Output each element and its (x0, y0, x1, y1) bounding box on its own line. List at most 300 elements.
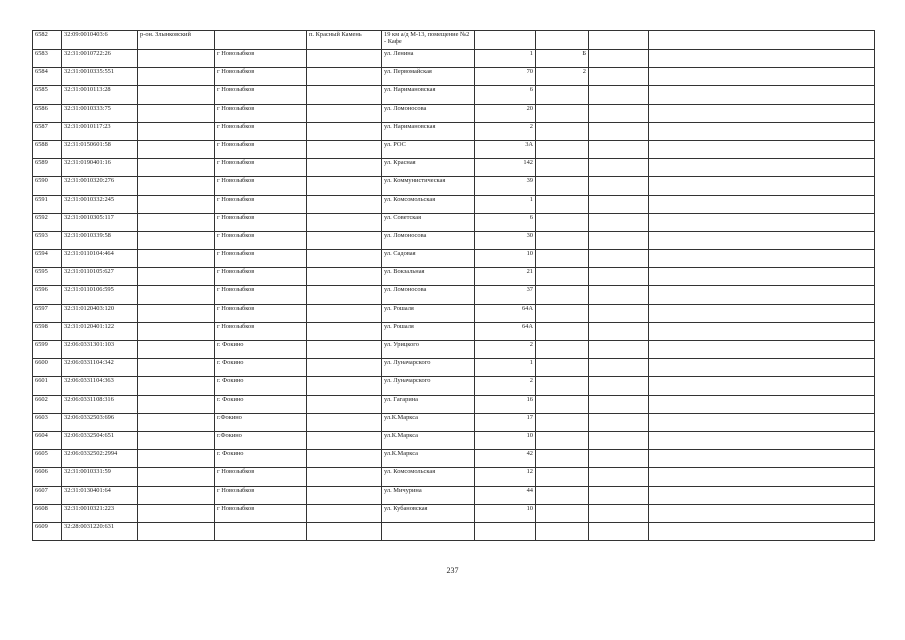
street-cell: ул. Луначарского (382, 359, 475, 377)
cadastral-number-cell: 32:06:0331108:316 (62, 395, 138, 413)
table-row (33, 341, 875, 359)
house-number-cell: 6 (475, 86, 536, 104)
district-cell (138, 104, 215, 122)
house-number-cell: 37 (475, 286, 536, 304)
house-number-cell: 20 (475, 104, 536, 122)
room-cell (589, 450, 649, 468)
building-cell (536, 104, 589, 122)
district-cell (138, 341, 215, 359)
house-number-cell: 12 (475, 468, 536, 486)
district-cell (138, 231, 215, 249)
row-number-cell: 6593 (33, 231, 62, 249)
room-cell (589, 140, 649, 158)
row-number-cell: 6605 (33, 450, 62, 468)
row-number-cell: 6586 (33, 104, 62, 122)
settlement-cell (307, 104, 382, 122)
row-number-cell: 6598 (33, 322, 62, 340)
city-cell: г Новозыбков (215, 286, 307, 304)
table-row (33, 50, 875, 68)
room-cell (589, 50, 649, 68)
settlement-cell (307, 522, 382, 540)
cadastral-number-cell: 32:31:0150601:58 (62, 140, 138, 158)
building-cell: 2 (536, 68, 589, 86)
cadastral-number-cell: 32:06:0331104:363 (62, 377, 138, 395)
note-cell (649, 395, 875, 413)
table-row (33, 486, 875, 504)
room-cell (589, 122, 649, 140)
city-cell: г Новозыбков (215, 50, 307, 68)
row-number-cell: 6599 (33, 341, 62, 359)
note-cell (649, 159, 875, 177)
note-cell (649, 104, 875, 122)
note-cell (649, 231, 875, 249)
row-number-cell: 6587 (33, 122, 62, 140)
room-cell (589, 250, 649, 268)
note-cell (649, 377, 875, 395)
street-cell: ул. Первомайская (382, 68, 475, 86)
building-cell (536, 195, 589, 213)
district-cell: р-он. Злынковский (138, 31, 215, 50)
district-cell (138, 68, 215, 86)
room-cell (589, 468, 649, 486)
street-cell: ул. Ленина (382, 50, 475, 68)
cadastral-number-cell: 32:31:0010722:26 (62, 50, 138, 68)
building-cell (536, 140, 589, 158)
table-row (33, 140, 875, 158)
settlement-cell (307, 268, 382, 286)
district-cell (138, 177, 215, 195)
cadastral-number-cell: 32:31:0010335:551 (62, 68, 138, 86)
cadastral-number-cell: 32:31:0010333:75 (62, 104, 138, 122)
settlement-cell (307, 177, 382, 195)
city-cell: г Новозыбков (215, 86, 307, 104)
note-cell (649, 341, 875, 359)
row-number-cell: 6600 (33, 359, 62, 377)
street-cell: ул. Коммунистическая (382, 177, 475, 195)
table-row (33, 231, 875, 249)
settlement-cell (307, 304, 382, 322)
house-number-cell: 142 (475, 159, 536, 177)
cadastral-number-cell: 32:31:0190401:16 (62, 159, 138, 177)
table-row (33, 104, 875, 122)
row-number-cell: 6594 (33, 250, 62, 268)
street-cell: ул. Комсомольская (382, 468, 475, 486)
building-cell (536, 504, 589, 522)
cadastral-number-cell: 32:31:0010321:223 (62, 504, 138, 522)
house-number-cell: 2 (475, 122, 536, 140)
building-cell (536, 250, 589, 268)
street-cell: ул. РОС (382, 140, 475, 158)
room-cell (589, 486, 649, 504)
city-cell: г Новозыбков (215, 231, 307, 249)
building-cell (536, 413, 589, 431)
page-number: 237 (446, 566, 459, 575)
note-cell (649, 177, 875, 195)
street-cell: ул. Рошаля (382, 322, 475, 340)
city-cell (215, 522, 307, 540)
row-number-cell: 6585 (33, 86, 62, 104)
street-cell: ул. Ломоносова (382, 231, 475, 249)
district-cell (138, 268, 215, 286)
note-cell (649, 250, 875, 268)
house-number-cell: 44 (475, 486, 536, 504)
street-cell: ул. Советская (382, 213, 475, 231)
cadastral-number-cell: 32:31:0120403:120 (62, 304, 138, 322)
note-cell (649, 140, 875, 158)
house-number-cell (475, 31, 536, 50)
district-cell (138, 140, 215, 158)
city-cell: г. Фокино (215, 359, 307, 377)
row-number-cell: 6584 (33, 68, 62, 86)
cadastral-number-cell: 32:06:0332502:2994 (62, 450, 138, 468)
cadastral-number-cell: 32:31:0110105:627 (62, 268, 138, 286)
note-cell (649, 31, 875, 50)
cadastral-number-cell: 32:06:0331301:103 (62, 341, 138, 359)
house-number-cell: 30 (475, 231, 536, 249)
street-cell: ул. Комсомольская (382, 195, 475, 213)
note-cell (649, 213, 875, 231)
room-cell (589, 195, 649, 213)
city-cell: г Новозыбков (215, 122, 307, 140)
building-cell (536, 431, 589, 449)
settlement-cell (307, 159, 382, 177)
district-cell (138, 450, 215, 468)
row-number-cell: 6608 (33, 504, 62, 522)
table-body (33, 31, 875, 541)
room-cell (589, 159, 649, 177)
building-cell (536, 122, 589, 140)
register-table (32, 30, 875, 541)
city-cell: г Новозыбков (215, 504, 307, 522)
table-row (33, 68, 875, 86)
settlement-cell (307, 359, 382, 377)
district-cell (138, 395, 215, 413)
house-number-cell: 10 (475, 504, 536, 522)
room-cell (589, 395, 649, 413)
cadastral-number-cell: 32:06:0332503:696 (62, 413, 138, 431)
building-cell (536, 231, 589, 249)
room-cell (589, 413, 649, 431)
street-cell: ул. Рошаля (382, 304, 475, 322)
table-row (33, 431, 875, 449)
street-cell: ул.К.Маркса (382, 431, 475, 449)
house-number-cell: 10 (475, 250, 536, 268)
house-number-cell: 42 (475, 450, 536, 468)
room-cell (589, 213, 649, 231)
table-row (33, 322, 875, 340)
room-cell (589, 231, 649, 249)
note-cell (649, 304, 875, 322)
row-number-cell: 6582 (33, 31, 62, 50)
building-cell (536, 268, 589, 286)
district-cell (138, 322, 215, 340)
note-cell (649, 522, 875, 540)
district-cell (138, 159, 215, 177)
settlement-cell (307, 468, 382, 486)
note-cell (649, 268, 875, 286)
settlement-cell (307, 504, 382, 522)
building-cell: Б (536, 50, 589, 68)
row-number-cell: 6602 (33, 395, 62, 413)
house-number-cell: 3А (475, 140, 536, 158)
table-row (33, 468, 875, 486)
room-cell (589, 322, 649, 340)
row-number-cell: 6591 (33, 195, 62, 213)
district-cell (138, 195, 215, 213)
note-cell (649, 450, 875, 468)
note-cell (649, 86, 875, 104)
district-cell (138, 468, 215, 486)
settlement-cell (307, 195, 382, 213)
street-cell: ул. Кубановская (382, 504, 475, 522)
table-row (33, 359, 875, 377)
room-cell (589, 304, 649, 322)
row-number-cell: 6596 (33, 286, 62, 304)
settlement-cell (307, 250, 382, 268)
room-cell (589, 431, 649, 449)
note-cell (649, 50, 875, 68)
row-number-cell: 6583 (33, 50, 62, 68)
house-number-cell: 6 (475, 213, 536, 231)
city-cell: г. Фокино (215, 377, 307, 395)
cadastral-number-cell: 32:31:0130401:64 (62, 486, 138, 504)
settlement-cell (307, 68, 382, 86)
row-number-cell: 6609 (33, 522, 62, 540)
city-cell: г Новозыбков (215, 268, 307, 286)
settlement-cell (307, 231, 382, 249)
building-cell (536, 322, 589, 340)
city-cell: г. Фокино (215, 450, 307, 468)
street-cell: ул. Наримановская (382, 86, 475, 104)
city-cell: г.Фокино (215, 431, 307, 449)
district-cell (138, 486, 215, 504)
district-cell (138, 50, 215, 68)
building-cell (536, 341, 589, 359)
settlement-cell (307, 140, 382, 158)
room-cell (589, 377, 649, 395)
settlement-cell (307, 122, 382, 140)
district-cell (138, 286, 215, 304)
row-number-cell: 6595 (33, 268, 62, 286)
row-number-cell: 6604 (33, 431, 62, 449)
row-number-cell: 6590 (33, 177, 62, 195)
street-cell: 19 км а/д М-13, помещение №2 - Кафе (382, 31, 475, 50)
room-cell (589, 68, 649, 86)
table-row (33, 286, 875, 304)
city-cell: г Новозыбков (215, 140, 307, 158)
row-number-cell: 6589 (33, 159, 62, 177)
city-cell: г Новозыбков (215, 250, 307, 268)
cadastral-number-cell: 32:31:0010305:117 (62, 213, 138, 231)
building-cell (536, 468, 589, 486)
room-cell (589, 177, 649, 195)
house-number-cell: 1 (475, 50, 536, 68)
settlement-cell (307, 50, 382, 68)
city-cell: г. Фокино (215, 395, 307, 413)
building-cell (536, 450, 589, 468)
building-cell (536, 377, 589, 395)
building-cell (536, 177, 589, 195)
city-cell: г Новозыбков (215, 195, 307, 213)
cadastral-number-cell: 32:09:0010403:6 (62, 31, 138, 50)
cadastral-number-cell: 32:28:0031220:631 (62, 522, 138, 540)
room-cell (589, 504, 649, 522)
note-cell (649, 359, 875, 377)
settlement-cell (307, 322, 382, 340)
room-cell (589, 341, 649, 359)
street-cell: ул. Вокзальная (382, 268, 475, 286)
cadastral-number-cell: 32:31:0010113:28 (62, 86, 138, 104)
room-cell (589, 104, 649, 122)
house-number-cell: 21 (475, 268, 536, 286)
table-row (33, 413, 875, 431)
note-cell (649, 286, 875, 304)
cadastral-number-cell: 32:06:0332504:651 (62, 431, 138, 449)
district-cell (138, 250, 215, 268)
settlement-cell (307, 286, 382, 304)
note-cell (649, 486, 875, 504)
room-cell (589, 268, 649, 286)
table-row (33, 195, 875, 213)
street-cell: ул. Ломоносова (382, 286, 475, 304)
city-cell: г Новозыбков (215, 304, 307, 322)
city-cell: г.Фокино (215, 413, 307, 431)
street-cell: ул. Наримановская (382, 122, 475, 140)
building-cell (536, 359, 589, 377)
building-cell (536, 395, 589, 413)
house-number-cell: 1 (475, 195, 536, 213)
district-cell (138, 304, 215, 322)
street-cell: ул. Мичурина (382, 486, 475, 504)
table-row (33, 31, 875, 50)
row-number-cell: 6606 (33, 468, 62, 486)
building-cell (536, 486, 589, 504)
settlement-cell: п. Красный Камень (307, 31, 382, 50)
note-cell (649, 68, 875, 86)
settlement-cell (307, 377, 382, 395)
street-cell: ул.К.Маркса (382, 413, 475, 431)
settlement-cell (307, 341, 382, 359)
cadastral-number-cell: 32:06:0331104:342 (62, 359, 138, 377)
room-cell (589, 522, 649, 540)
house-number-cell: 17 (475, 413, 536, 431)
room-cell (589, 286, 649, 304)
cadastral-number-cell: 32:31:0010117:23 (62, 122, 138, 140)
room-cell (589, 359, 649, 377)
settlement-cell (307, 486, 382, 504)
street-cell: ул. Луначарского (382, 377, 475, 395)
house-number-cell: 70 (475, 68, 536, 86)
house-number-cell: 64А (475, 322, 536, 340)
district-cell (138, 413, 215, 431)
table-row (33, 395, 875, 413)
note-cell (649, 195, 875, 213)
cadastral-number-cell: 32:31:0010331:59 (62, 468, 138, 486)
district-cell (138, 86, 215, 104)
district-cell (138, 522, 215, 540)
table-row (33, 268, 875, 286)
street-cell: ул. Урицкого (382, 341, 475, 359)
district-cell (138, 377, 215, 395)
city-cell: г Новозыбков (215, 213, 307, 231)
house-number-cell: 1 (475, 359, 536, 377)
row-number-cell: 6601 (33, 377, 62, 395)
table-row (33, 377, 875, 395)
note-cell (649, 431, 875, 449)
table-row (33, 213, 875, 231)
district-cell (138, 213, 215, 231)
cadastral-number-cell: 32:31:0120401:122 (62, 322, 138, 340)
row-number-cell: 6592 (33, 213, 62, 231)
house-number-cell: 39 (475, 177, 536, 195)
city-cell (215, 31, 307, 50)
settlement-cell (307, 395, 382, 413)
cadastral-number-cell: 32:31:0010320:276 (62, 177, 138, 195)
cadastral-number-cell: 32:31:0110106:595 (62, 286, 138, 304)
city-cell: г Новозыбков (215, 159, 307, 177)
building-cell (536, 31, 589, 50)
table-row (33, 450, 875, 468)
cadastral-number-cell: 32:31:0110104:464 (62, 250, 138, 268)
table-row (33, 522, 875, 540)
city-cell: г Новозыбков (215, 322, 307, 340)
building-cell (536, 304, 589, 322)
city-cell: г Новозыбков (215, 486, 307, 504)
table-row (33, 250, 875, 268)
house-number-cell: 2 (475, 377, 536, 395)
district-cell (138, 359, 215, 377)
settlement-cell (307, 413, 382, 431)
note-cell (649, 504, 875, 522)
row-number-cell: 6588 (33, 140, 62, 158)
house-number-cell: 10 (475, 431, 536, 449)
street-cell: ул. Гагарина (382, 395, 475, 413)
city-cell: г Новозыбков (215, 468, 307, 486)
city-cell: г Новозыбков (215, 68, 307, 86)
table-row (33, 86, 875, 104)
building-cell (536, 159, 589, 177)
district-cell (138, 504, 215, 522)
city-cell: г Новозыбков (215, 177, 307, 195)
house-number-cell: 2 (475, 341, 536, 359)
settlement-cell (307, 431, 382, 449)
building-cell (536, 213, 589, 231)
settlement-cell (307, 213, 382, 231)
table-row (33, 122, 875, 140)
house-number-cell: 64А (475, 304, 536, 322)
city-cell: г. Фокино (215, 341, 307, 359)
building-cell (536, 286, 589, 304)
street-cell: ул. Садовая (382, 250, 475, 268)
settlement-cell (307, 86, 382, 104)
room-cell (589, 31, 649, 50)
table-row (33, 504, 875, 522)
row-number-cell: 6603 (33, 413, 62, 431)
street-cell: ул.К.Маркса (382, 450, 475, 468)
note-cell (649, 122, 875, 140)
building-cell (536, 522, 589, 540)
table-row (33, 177, 875, 195)
cadastral-number-cell: 32:31:0010332:245 (62, 195, 138, 213)
table-row (33, 159, 875, 177)
room-cell (589, 86, 649, 104)
street-cell (382, 522, 475, 540)
house-number-cell (475, 522, 536, 540)
cadastral-number-cell: 32:31:0010339:58 (62, 231, 138, 249)
city-cell: г Новозыбков (215, 104, 307, 122)
street-cell: ул. Красная (382, 159, 475, 177)
house-number-cell: 16 (475, 395, 536, 413)
